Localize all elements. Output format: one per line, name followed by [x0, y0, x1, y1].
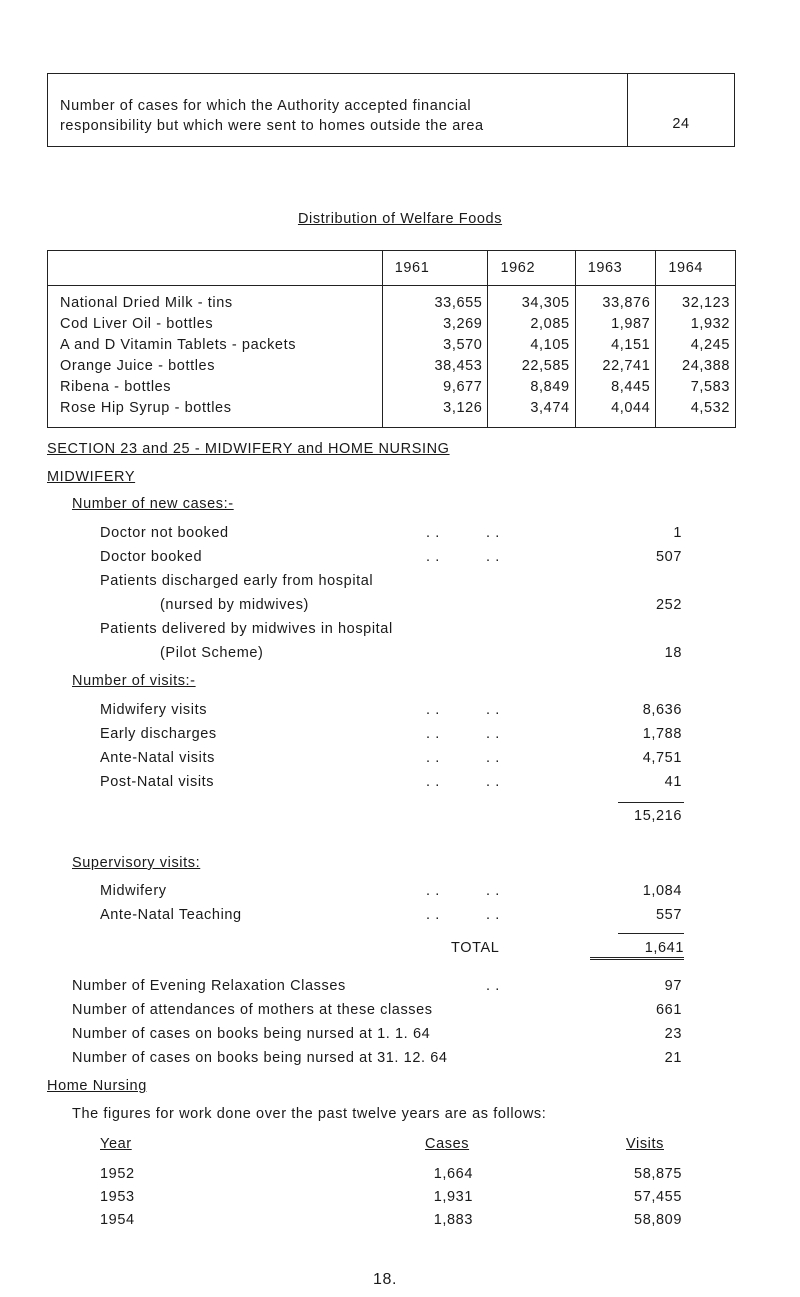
not-booked-label: Doctor not booked	[100, 525, 229, 541]
visit-value: 4,751	[642, 750, 682, 766]
leader-dots: . .	[486, 883, 500, 899]
leader-dots: . .	[426, 549, 440, 565]
total-label: TOTAL	[451, 940, 500, 956]
home-nursing-intro: The figures for work done over the past twelve years are as follows:	[72, 1106, 547, 1122]
leader-dots: . .	[426, 525, 440, 541]
discharged-label-line-2: (nursed by midwives)	[160, 597, 309, 613]
row-label: Ribena - bottles	[48, 376, 383, 397]
nursing-year: 1954	[100, 1212, 135, 1228]
welfare-foods-table	[47, 250, 736, 428]
financial-responsibility-box	[47, 73, 735, 147]
leader-dots: . .	[486, 750, 500, 766]
nursing-year: 1952	[100, 1166, 135, 1182]
leader-dots: . .	[486, 702, 500, 718]
cell-value: 34,305	[488, 286, 575, 314]
table-row	[48, 313, 736, 334]
stat-label: Number of cases on books being nursed at 31. 12. 64	[72, 1050, 448, 1066]
stat-value: 21	[664, 1050, 682, 1066]
nursing-visits: 58,809	[634, 1212, 682, 1228]
stat-label: Number of Evening Relaxation Classes	[72, 978, 346, 994]
delivered-label-line-2: (Pilot Scheme)	[160, 645, 264, 661]
leader-dots: . .	[426, 774, 440, 790]
row-label: A and D Vitamin Tablets - packets	[48, 334, 383, 355]
section-title: SECTION 23 and 25 - MIDWIFERY and HOME NURSING	[47, 441, 450, 457]
visits-total: 15,216	[634, 808, 682, 824]
row-label: Cod Liver Oil - bottles	[48, 313, 383, 334]
table-row	[48, 397, 736, 428]
cell-value: 1,987	[575, 313, 656, 334]
nursing-cases: 1,931	[433, 1189, 473, 1205]
delivered-label-line-1: Patients delivered by midwives in hospital	[100, 621, 393, 637]
booked-label: Doctor booked	[100, 549, 203, 565]
financial-responsibility-value: 24	[672, 116, 690, 132]
nursing-visits: 57,455	[634, 1189, 682, 1205]
leader-dots: . .	[486, 549, 500, 565]
cell-value: 4,532	[656, 397, 736, 428]
visit-label: Ante-Natal visits	[100, 750, 215, 766]
leader-dots: . .	[426, 726, 440, 742]
col-header-year: Year	[100, 1136, 132, 1152]
nursing-cases: 1,664	[433, 1166, 473, 1182]
stat-value: 661	[656, 1002, 682, 1018]
visit-value: 41	[664, 774, 682, 790]
cell-value: 22,585	[488, 355, 575, 376]
stat-value: 23	[664, 1026, 682, 1042]
cell-value: 3,269	[382, 313, 488, 334]
leader-dots: . .	[426, 883, 440, 899]
nursing-cases: 1,883	[433, 1212, 473, 1228]
cell-value: 9,677	[382, 376, 488, 397]
discharged-value: 252	[656, 597, 682, 613]
cell-value: 7,583	[656, 376, 736, 397]
leader-dots: . .	[486, 978, 500, 994]
cell-value: 1,932	[656, 313, 736, 334]
financial-responsibility-description	[48, 74, 628, 146]
description-line-2: responsibility but which were sent to homes outside the area	[60, 118, 484, 134]
leader-dots: . .	[486, 774, 500, 790]
home-nursing-heading: Home Nursing	[47, 1078, 147, 1094]
cell-value: 24,388	[656, 355, 736, 376]
nursing-year: 1953	[100, 1189, 135, 1205]
cell-value: 3,474	[488, 397, 575, 428]
cell-value: 8,445	[575, 376, 656, 397]
booked-value: 507	[656, 549, 682, 565]
visit-value: 8,636	[642, 702, 682, 718]
leader-dots: . .	[426, 702, 440, 718]
visit-label: Post-Natal visits	[100, 774, 215, 790]
row-label: Rose Hip Syrup - bottles	[48, 397, 383, 428]
cell-value: 22,741	[575, 355, 656, 376]
table-row	[48, 355, 736, 376]
cell-value: 4,105	[488, 334, 575, 355]
cell-value: 4,044	[575, 397, 656, 428]
supervisory-label: Ante-Natal Teaching	[100, 907, 242, 923]
row-label: National Dried Milk - tins	[48, 286, 383, 314]
stat-label: Number of cases on books being nursed at 1. 1. 64	[72, 1026, 431, 1042]
stat-value: 97	[664, 978, 682, 994]
description-line-1: Number of cases for which the Authority accepted financial	[60, 98, 472, 114]
discharged-label-line-1: Patients discharged early from hospital	[100, 573, 374, 589]
supervisory-heading: Supervisory visits:	[72, 855, 201, 871]
nursing-visits: 58,875	[634, 1166, 682, 1182]
cell-value: 32,123	[656, 286, 736, 314]
cell-value: 3,570	[382, 334, 488, 355]
total-rule	[618, 933, 684, 934]
header-year: 1962	[488, 251, 575, 286]
not-booked-value: 1	[673, 525, 682, 541]
col-header-visits: Visits	[626, 1136, 664, 1152]
visit-label: Midwifery visits	[100, 702, 208, 718]
midwifery-heading: MIDWIFERY	[47, 469, 136, 485]
cell-value: 8,849	[488, 376, 575, 397]
supervisory-value: 1,084	[642, 883, 682, 899]
table-row	[48, 286, 736, 314]
leader-dots: . .	[486, 525, 500, 541]
leader-dots: . .	[426, 907, 440, 923]
supervisory-label: Midwifery	[100, 883, 167, 899]
stat-label: Number of attendances of mothers at these classes	[72, 1002, 433, 1018]
header-year: 1963	[575, 251, 656, 286]
leader-dots: . .	[486, 907, 500, 923]
cell-value: 33,655	[382, 286, 488, 314]
visits-heading: Number of visits:-	[72, 673, 196, 689]
welfare-foods-title: Distribution of Welfare Foods	[297, 211, 503, 227]
supervisory-value: 557	[656, 907, 682, 923]
header-year: 1961	[382, 251, 488, 286]
leader-dots: . .	[426, 750, 440, 766]
new-cases-heading: Number of new cases:-	[72, 496, 234, 512]
cell-value: 4,245	[656, 334, 736, 355]
col-header-cases: Cases	[425, 1136, 470, 1152]
delivered-value: 18	[664, 645, 682, 661]
row-label: Orange Juice - bottles	[48, 355, 383, 376]
total-value: 1,641	[590, 940, 684, 960]
page-number: 18.	[373, 1271, 398, 1288]
cell-value: 4,151	[575, 334, 656, 355]
header-blank	[48, 251, 383, 286]
header-year: 1964	[656, 251, 736, 286]
subtotal-rule	[618, 802, 684, 803]
table-header-row	[48, 251, 736, 286]
cell-value: 33,876	[575, 286, 656, 314]
visit-value: 1,788	[642, 726, 682, 742]
table-row	[48, 334, 736, 355]
visit-label: Early discharges	[100, 726, 217, 742]
cell-value: 38,453	[382, 355, 488, 376]
table-row	[48, 376, 736, 397]
cell-value: 3,126	[382, 397, 488, 428]
cell-value: 2,085	[488, 313, 575, 334]
leader-dots: . .	[486, 726, 500, 742]
